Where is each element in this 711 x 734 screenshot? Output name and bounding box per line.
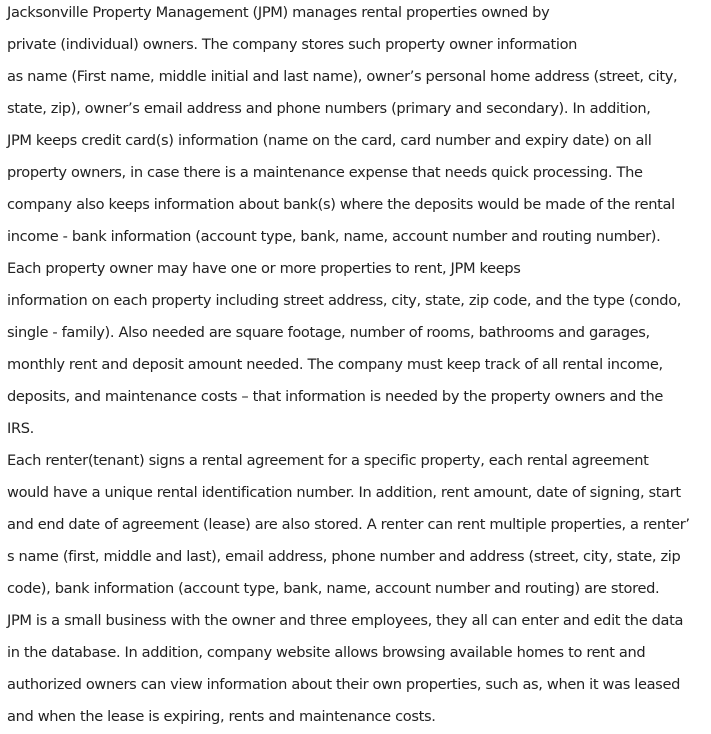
text-line: Jacksonville Property Management (JPM) manages rental properties owned by <box>7 4 550 21</box>
text-line: Each property owner may have one or more properties to rent, JPM keeps <box>7 260 521 277</box>
text-line: and end date of agreement (lease) are also stored. A renter can rent multiple properties, a renter’ <box>7 516 690 533</box>
text-line: as name (First name, middle initial and last name), owner’s personal home address (street, city, <box>7 68 678 85</box>
text-line: s name (first, middle and last), email address, phone number and address (street, city, state, zip <box>7 548 681 565</box>
text-line: private (individual) owners. The company stores such property owner information <box>7 36 578 53</box>
text-line: monthly rent and deposit amount needed. The company must keep track of all rental income, <box>7 356 663 373</box>
text-line: deposits, and maintenance costs – that information is needed by the property owners and the <box>7 388 664 405</box>
text-line: state, zip), owner’s email address and phone numbers (primary and secondary). In addition, <box>7 100 651 117</box>
text-line: information on each property including street address, city, state, zip code, and the type (condo, <box>7 292 682 309</box>
text-line: income - bank information (account type, bank, name, account number and routing number). <box>7 228 661 245</box>
text-line: company also keeps information about bank(s) where the deposits would be made of the rental <box>7 196 675 213</box>
text-line: authorized owners can view information about their own properties, such as, when it was leased <box>7 676 680 693</box>
text-line: would have a unique rental identification number. In addition, rent amount, date of signing, start <box>7 484 681 501</box>
text-line: code), bank information (account type, bank, name, account number and routing) are stored. <box>7 580 660 597</box>
text-line: property owners, in case there is a maintenance expense that needs quick processing. The <box>7 164 643 181</box>
text-line: IRS. <box>7 420 34 437</box>
text-line: and when the lease is expiring, rents and maintenance costs. <box>7 708 436 725</box>
text-line: Each renter(tenant) signs a rental agreement for a specific property, each rental agreement <box>7 452 649 469</box>
text-line: JPM is a small business with the owner and three employees, they all can enter and edit the data <box>7 612 684 629</box>
text-line: in the database. In addition, company website allows browsing available homes to rent and <box>7 644 646 661</box>
text-line: JPM keeps credit card(s) information (name on the card, card number and expiry date) on all <box>7 132 652 149</box>
text-line: single - family). Also needed are square footage, number of rooms, bathrooms and garages, <box>7 324 650 341</box>
